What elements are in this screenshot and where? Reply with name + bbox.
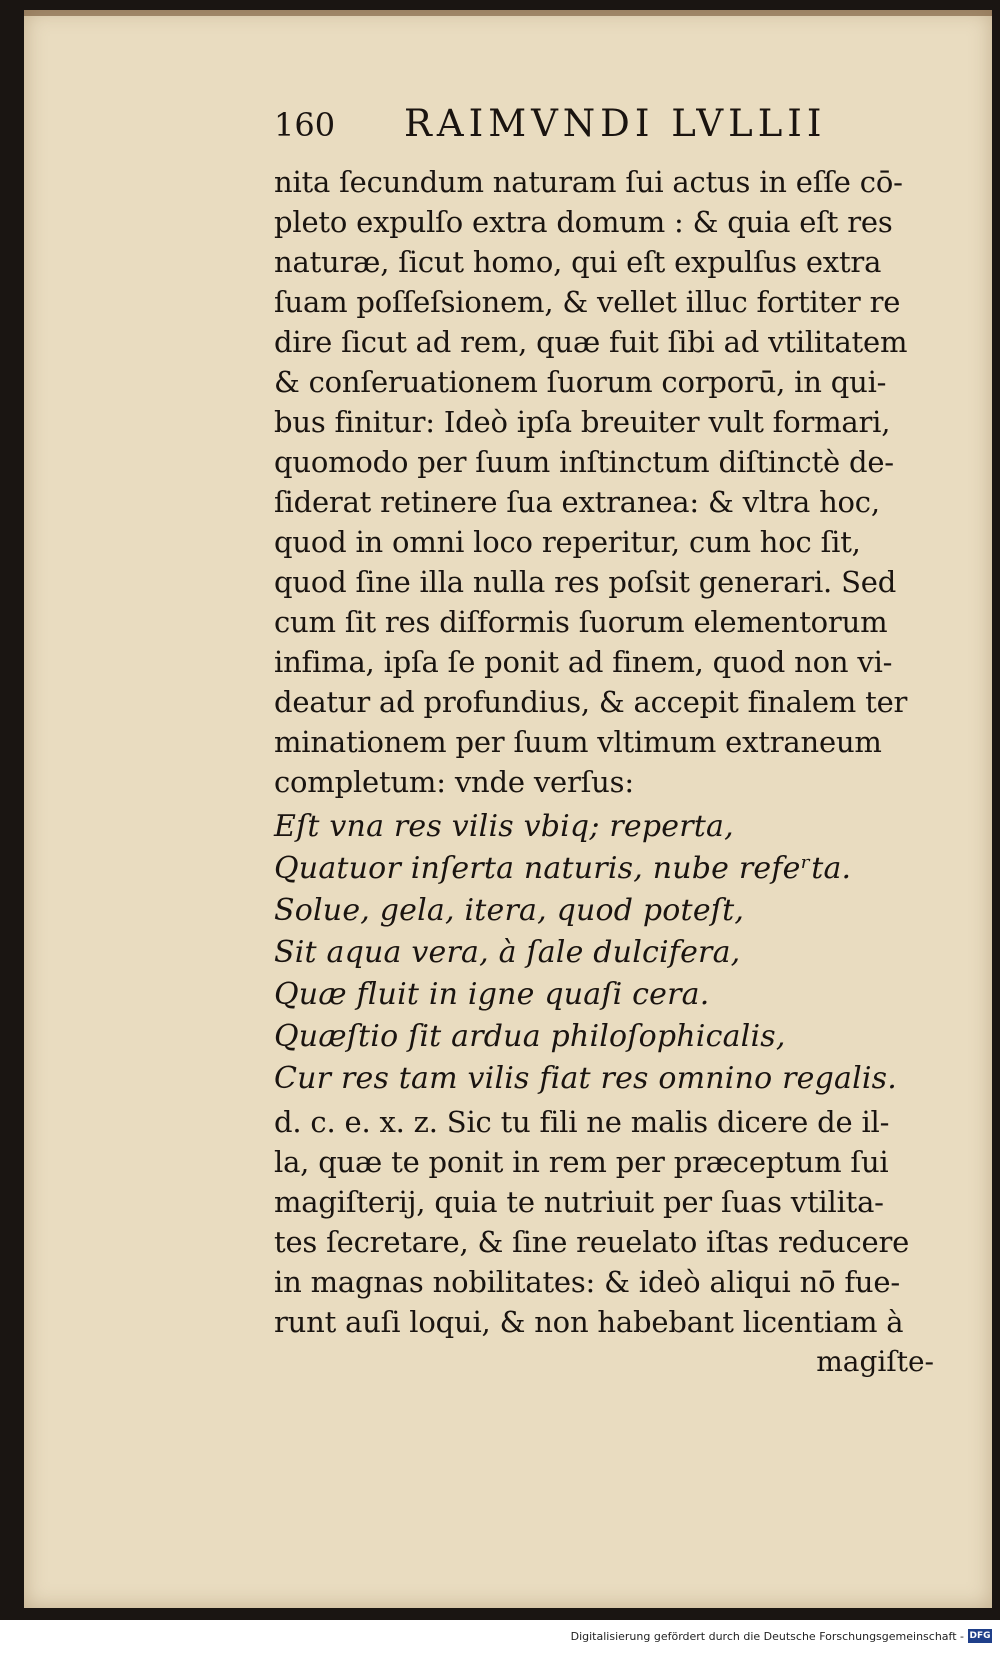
text-line: naturæ, ſicut homo, qui eſt expulſus extra <box>274 245 882 279</box>
text-line: bus finitur: Ideò ipſa breuiter vult formari, <box>274 405 891 439</box>
text-line: magiſterij, quia te nutriuit per ſuas vtilita- <box>274 1185 884 1219</box>
text-line: runt auſi loqui, & non habebant licentiam à <box>274 1305 904 1339</box>
page-text-block <box>274 102 964 1382</box>
text-line: infima, ipſa ſe ponit ad finem, quod non vi- <box>274 645 893 679</box>
catchword: magiſte- <box>816 1345 934 1378</box>
running-head: RAIMVNDI LVLLII <box>404 102 827 145</box>
text-line: nita ſecundum naturam ſui actus in eſſe cō- <box>274 165 903 199</box>
dfg-logo: DFG <box>969 1631 991 1641</box>
funding-credit: Digitalisierung gefördert durch die Deutsche Forschungsgemeinschaft - <box>570 1630 964 1643</box>
verse-line: Eſt vna res vilis vbiq; reperta, <box>274 809 734 844</box>
verse-block <box>274 806 964 1100</box>
text-line: tes ſecretare, & ſine reuelato iſtas reducere <box>274 1225 910 1259</box>
text-line: completum: vnde verſus: <box>274 765 634 799</box>
text-line: ſuam poſſeſsionem, & vellet illuc fortiter re <box>274 285 901 319</box>
verse-line: Cur res tam vilis fiat res omnino regalis. <box>274 1061 898 1096</box>
verse-line: Quæſtio ſit ardua philoſophicalis, <box>274 1019 786 1054</box>
text-line: quomodo per ſuum inſtinctum diſtinctè de- <box>274 445 894 479</box>
text-line: dire ſicut ad rem, quæ fuit ſibi ad vtilitatem <box>274 325 908 359</box>
text-line: quod ſine illa nulla res poſsit generari. Sed <box>274 565 897 599</box>
prose-paragraph <box>274 162 964 802</box>
text-line: cum ſit res diſformis ſuorum elementorum <box>274 605 888 639</box>
book-page <box>24 10 992 1608</box>
text-line: quod in omni loco reperitur, cum hoc ſit, <box>274 525 861 559</box>
text-line: pleto expulſo extra domum : & quia eſt res <box>274 205 893 239</box>
text-line: & conſeruationem ſuorum corporū, in qui- <box>274 365 887 399</box>
text-line: minationem per ſuum vltimum extraneum <box>274 725 882 759</box>
text-line: d. c. e. x. z. Sic tu fili ne malis dicere de il- <box>274 1105 890 1139</box>
page-number: 160 <box>274 106 336 144</box>
text-line: la, quæ te ponit in rem per præceptum ſui <box>274 1145 889 1179</box>
verse-line: Quæ fluit in igne quaſi cera. <box>274 977 710 1012</box>
digitization-footer <box>0 1620 1000 1660</box>
verse-line: Sit aqua vera, à ſale dulcifera, <box>274 935 741 970</box>
closing-paragraph <box>274 1102 964 1342</box>
text-line: ſiderat retinere ſua extranea: & vltra hoc, <box>274 485 880 519</box>
page-header <box>274 102 964 162</box>
verse-line: Solue, gela, itera, quod poteſt, <box>274 893 745 928</box>
verse-line: Quatuor inſerta naturis, nube refeʳta. <box>274 851 852 886</box>
text-line: deatur ad profundius, & accepit finalem ter <box>274 685 908 719</box>
text-line: in magnas nobilitates: & ideò aliqui nō fue- <box>274 1265 900 1299</box>
